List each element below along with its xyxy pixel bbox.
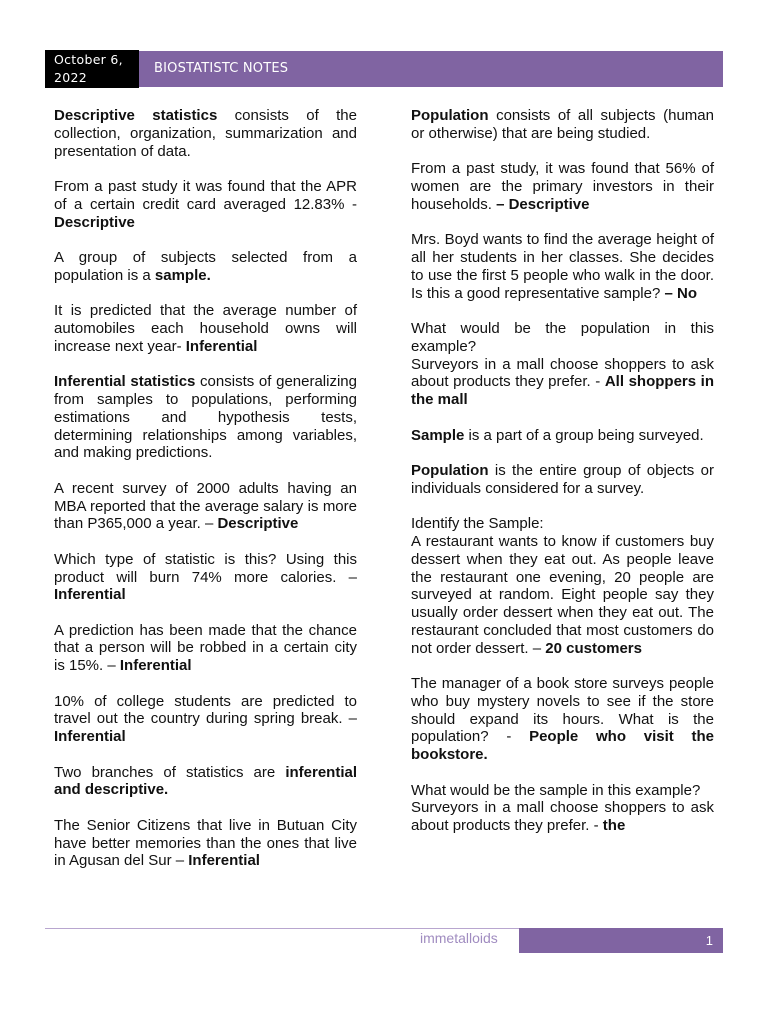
paragraph: Inferential statistics consists of generalizing from samples to populations, performing estimations and hypothesis tests, determining relationships among variables, and making predictions. bbox=[54, 373, 357, 462]
paragraph: The Senior Citizens that live in Butuan City have better memories than the ones that live in Agusan del Sur – Inferential bbox=[54, 816, 357, 870]
paragraph: A group of subjects selected from a population is a sample. bbox=[54, 248, 357, 284]
paragraph: Sample is a part of a group being surveyed. bbox=[411, 426, 704, 444]
paragraph: Identify the Sample: A restaurant wants to know if customers buy dessert when they eat out. As people leave the restaurant one evening, 20 people are surveyed at random. Eight people say they usually order dessert when they eat out. The restaurant concluded that most customers do not order dessert. – 20 customers bbox=[411, 515, 714, 657]
paragraph: What would be the population in this example? Surveyors in a mall choose shoppers to ask about products they prefer. - All shoppers in the mall bbox=[411, 319, 714, 409]
paragraph: The manager of a book store surveys people who buy mystery novels to see if the store should expand its hours. What is the population? - People who visit the bookstore. bbox=[411, 675, 714, 764]
paragraph: Population consists of all subjects (human or otherwise) that are being studied. bbox=[411, 107, 714, 142]
paragraph: Two branches of statistics are inferential and descriptive. bbox=[54, 763, 357, 799]
paragraph: It is predicted that the average number of automobiles each household owns will increase next year- Inferential bbox=[54, 302, 357, 355]
right-column bbox=[411, 107, 714, 853]
header-date: October 6, 2022 bbox=[45, 50, 139, 88]
paragraph: Population is the entire group of objects or individuals considered for a survey. bbox=[411, 461, 714, 497]
left-column bbox=[54, 107, 357, 888]
footer-author: immetalloids bbox=[420, 930, 498, 946]
paragraph: A recent survey of 2000 adults having an MBA reported that the average salary is more than P365,000 a year. – Descriptive bbox=[54, 479, 357, 533]
paragraph: Mrs. Boyd wants to find the average height of all her students in her classes. She decides to use the first 5 people who walk in the door. Is this a good representative sample? – No bbox=[411, 231, 714, 302]
paragraph: A prediction has been made that the chance that a person will be robbed in a certain city is 15%. – Inferential bbox=[54, 621, 357, 675]
paragraph: Which type of statistic is this? Using this product will burn 74% more calories. – Inferential bbox=[54, 550, 357, 604]
paragraph: From a past study, it was found that 56% of women are the primary investors in their households. – Descriptive bbox=[411, 160, 714, 213]
paragraph: Descriptive statistics consists of the collection, organization, summarization and presentation of data. bbox=[54, 107, 357, 160]
paragraph: What would be the sample in this example? Surveyors in a mall choose shoppers to ask about products they prefer. - the bbox=[411, 781, 714, 835]
page-number: 1 bbox=[519, 928, 723, 953]
paragraph: From a past study it was found that the APR of a certain credit card averaged 12.83% - Descriptive bbox=[54, 177, 357, 231]
header-title: BIOSTATISTC NOTES bbox=[139, 51, 723, 87]
paragraph: 10% of college students are predicted to travel out the country during spring break. – Inferential bbox=[54, 692, 357, 746]
